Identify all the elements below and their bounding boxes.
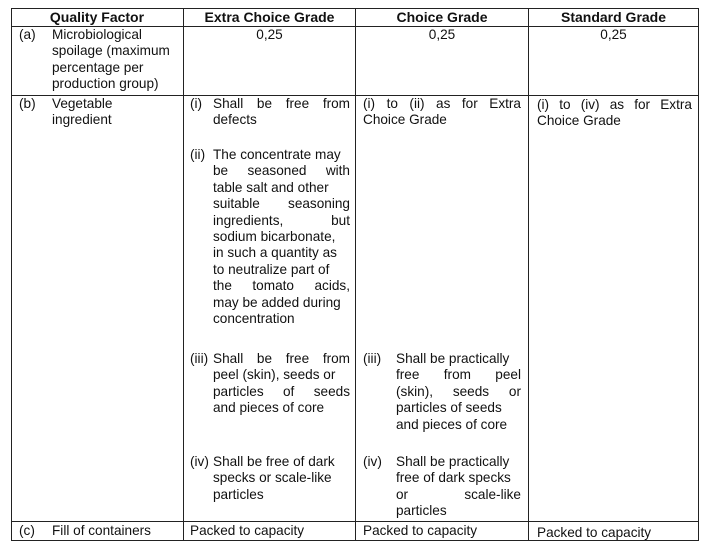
word: Extra: [489, 96, 521, 111]
column-divider-1: [183, 8, 184, 541]
row-b-factor-line: Vegetable: [52, 96, 113, 111]
text-line: specks or scale-like: [213, 470, 332, 486]
column-divider-2: [355, 8, 356, 541]
text-line: Shall be practically: [396, 454, 510, 469]
text-line: [213, 278, 350, 294]
row-b-factor-line: ingredient: [52, 112, 112, 128]
word: suitable: [213, 196, 260, 212]
extra-choice-item-iii-number: (iii): [190, 351, 209, 366]
text-line: particles: [396, 503, 447, 519]
word: seeds: [313, 383, 350, 399]
text-line: Choice Grade: [363, 112, 447, 128]
standard-items-text: [537, 97, 692, 130]
extra-choice-item-ii-number: (ii): [190, 147, 206, 162]
text-line: [213, 213, 350, 229]
word: free: [285, 96, 310, 111]
word: (i): [537, 97, 550, 112]
word: from: [322, 351, 350, 366]
extra-choice-item-iii-text: [213, 351, 350, 417]
word: or: [396, 486, 409, 502]
header-choice-grade: Choice Grade: [396, 9, 488, 25]
text-line: concentration: [213, 310, 295, 326]
row-a-factor: [52, 27, 170, 93]
word: from: [443, 367, 471, 383]
text-line: [537, 97, 692, 113]
word: particles: [213, 383, 264, 399]
word: be: [213, 163, 229, 179]
word: (ii): [409, 96, 425, 111]
header-standard-grade: Standard Grade: [560, 9, 667, 25]
choice-item-iii-number: (iii): [363, 351, 382, 366]
text-line: and pieces of core: [396, 416, 508, 432]
text-line: [396, 384, 521, 400]
text-line: free of dark specks: [396, 470, 511, 486]
word: with: [325, 163, 350, 179]
text-line: table salt and other: [213, 179, 329, 195]
extra-choice-item-i-text: [213, 96, 350, 129]
word: (skin),: [396, 383, 434, 399]
text-line: sodium bicarbonate,: [213, 228, 336, 244]
word: seasoned: [247, 163, 307, 179]
text-line: defects: [213, 112, 257, 128]
table-right-border: [698, 8, 699, 541]
extra-choice-item-i-number: (i): [190, 96, 203, 111]
row-a-factor-line: percentage per: [52, 59, 144, 75]
choice-item-iii-text: [396, 351, 521, 433]
word: free: [285, 351, 310, 366]
word: to: [386, 96, 398, 111]
text-line: [213, 351, 350, 367]
text-line: peel (skin), seeds or: [213, 367, 336, 383]
word: the: [213, 278, 232, 294]
text-line: particles: [213, 486, 264, 502]
row-b-factor: [52, 96, 112, 129]
row-a-choice-value: 0,25: [428, 27, 456, 42]
text-line: [213, 196, 350, 212]
text-line: Choice Grade: [537, 113, 621, 129]
word: tomato: [252, 278, 294, 294]
extra-choice-item-iv-number: (iv): [190, 454, 209, 469]
word: to: [559, 97, 571, 112]
word: be: [256, 351, 273, 366]
text-line: [396, 487, 521, 503]
table-left-border: [11, 8, 12, 541]
choice-item-iv-number: (iv): [363, 454, 382, 469]
extra-choice-item-ii-text: [213, 147, 350, 327]
text-line: in such a quantity as: [213, 245, 337, 261]
word: Shall: [213, 96, 244, 111]
word: but: [331, 212, 350, 228]
word: ingredients,: [213, 212, 284, 228]
row-c-label: (c): [19, 523, 35, 538]
text-line: [213, 96, 350, 112]
word: for: [461, 96, 478, 111]
row-a-factor-line: spoilage (maximum: [52, 43, 170, 59]
text-line: The concentrate may: [213, 147, 341, 162]
text-line: may be added during: [213, 294, 341, 310]
word: (iv): [580, 97, 600, 112]
text-line: Shall be practically: [396, 351, 510, 366]
row-b-label: (b): [19, 96, 36, 111]
row-c-choice-value: Packed to capacity: [363, 523, 478, 538]
text-line: [213, 384, 350, 400]
text-line: [363, 96, 521, 112]
word: free: [396, 367, 420, 383]
word: Extra: [660, 97, 692, 112]
word: from: [322, 96, 350, 111]
row-c-standard-value: Packed to capacity: [537, 525, 652, 540]
row-c-extra-choice-value: Packed to capacity: [190, 523, 305, 538]
column-divider-3: [528, 8, 529, 541]
word: of: [283, 383, 295, 399]
header-extra-choice-grade: Extra Choice Grade: [204, 9, 335, 25]
choice-items-i-ii-text: [363, 96, 521, 129]
row-a-extra-choice-value: 0,25: [256, 27, 283, 42]
word: as: [436, 96, 451, 111]
word: seeds: [452, 383, 490, 399]
word: or: [508, 383, 521, 399]
word: as: [609, 97, 625, 112]
word: acids,: [314, 278, 350, 294]
word: be: [256, 96, 273, 111]
word: for: [634, 97, 651, 112]
row-a-standard-value: 0,25: [600, 27, 627, 42]
row-c-factor: Fill of containers: [52, 523, 151, 538]
text-line: to neutralize part of: [213, 261, 330, 277]
text-line: [396, 367, 521, 383]
word: (i): [363, 96, 376, 111]
word: scale-like: [464, 486, 521, 502]
text-line: [213, 163, 350, 179]
row-a-factor-line: production group): [52, 76, 159, 92]
text-line: Shall be free of dark: [213, 454, 335, 469]
choice-item-iv-text: [396, 454, 521, 520]
text-line: and pieces of core: [213, 400, 325, 416]
header-quality-factor: Quality Factor: [49, 9, 145, 25]
row-a-factor-line: Microbiological: [52, 27, 142, 42]
word: Shall: [213, 351, 244, 366]
text-line: particles of seeds: [396, 400, 502, 416]
word: seasoning: [288, 196, 350, 212]
word: peel: [495, 367, 521, 383]
extra-choice-item-iv-text: [213, 454, 353, 503]
row-a-label: (a): [19, 27, 36, 42]
